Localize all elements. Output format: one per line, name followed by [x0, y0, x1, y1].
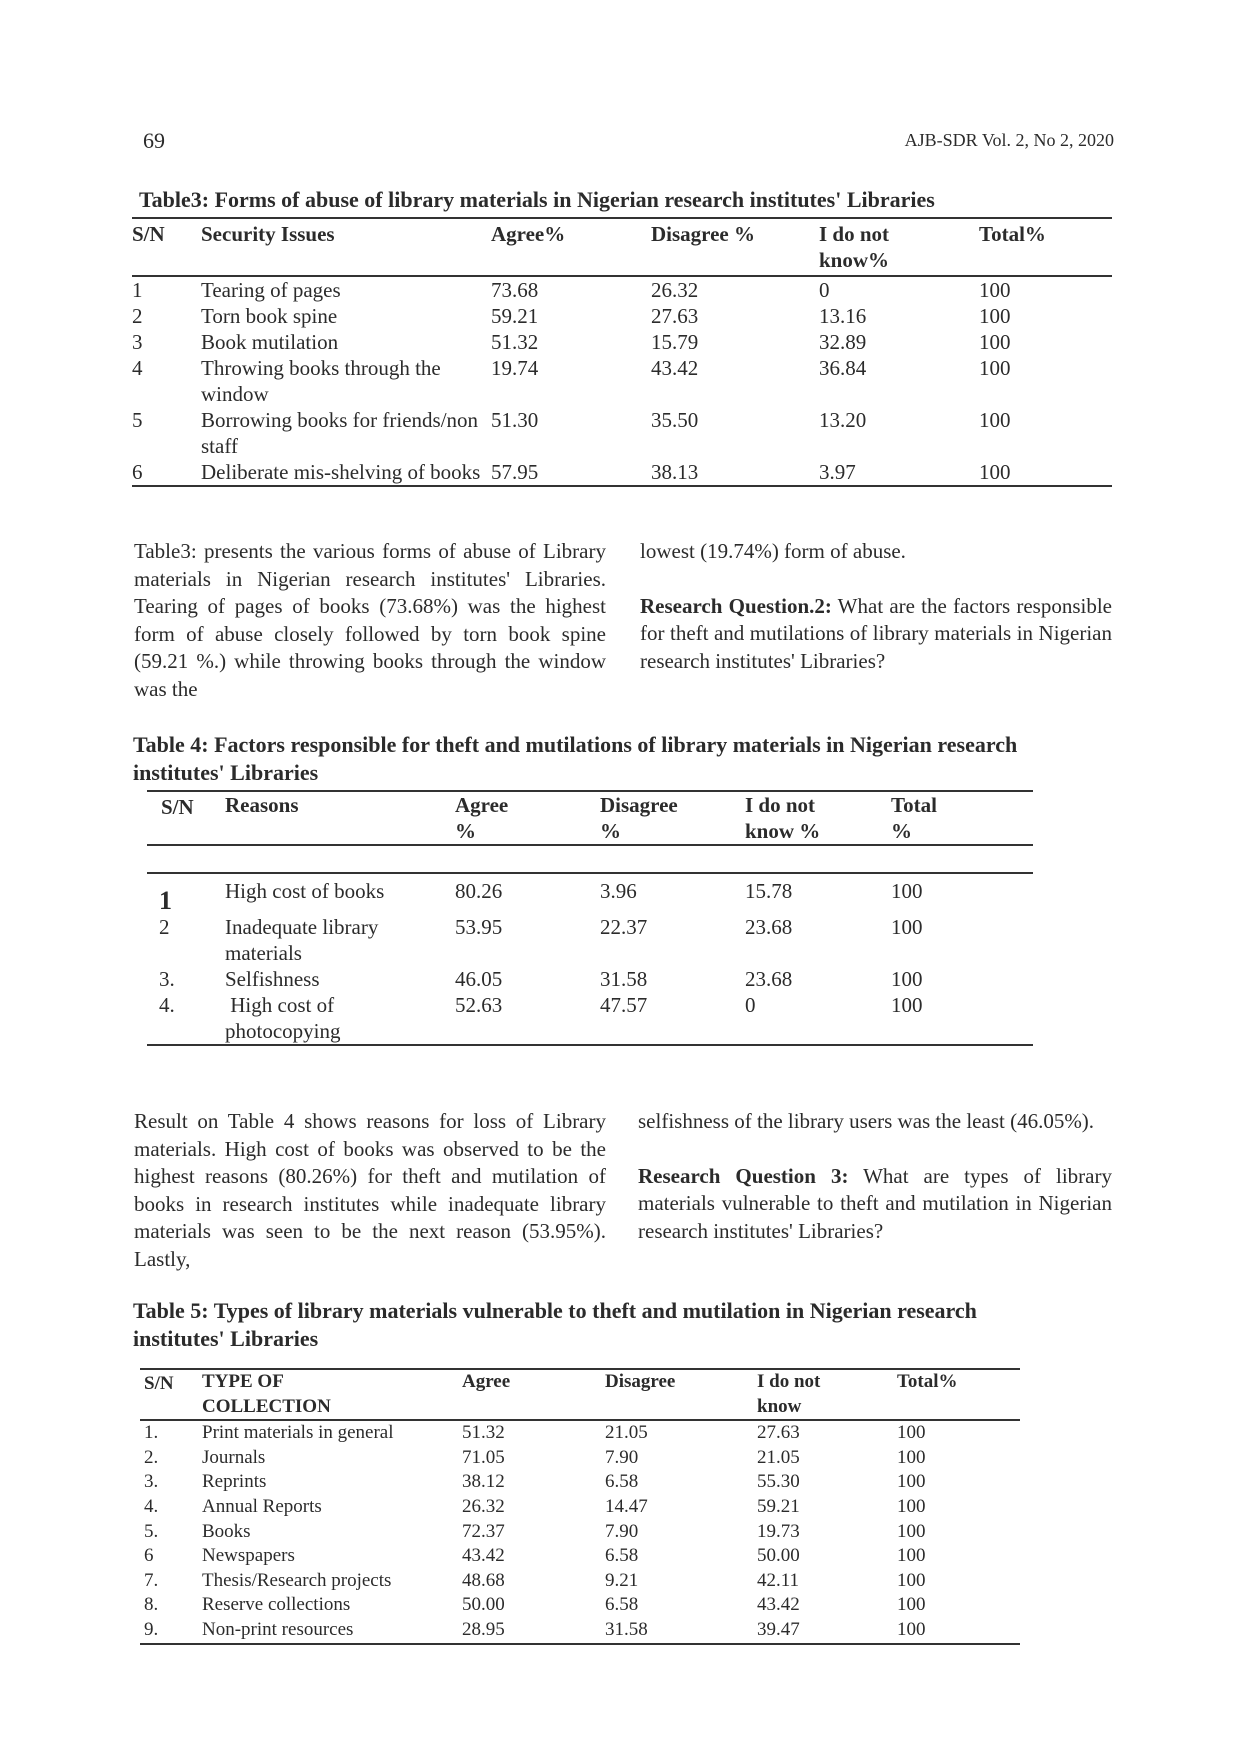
cell-dont-know: 13.20 [819, 408, 867, 432]
cell-agree: 52.63 [455, 993, 503, 1017]
cell-sn: 8. [144, 1594, 159, 1616]
table4-discussion-continued [638, 1108, 1112, 1245]
cell-issue: Deliberate mis-shelving of books [201, 460, 481, 484]
table4-caption: Table 4: Factors responsible for theft and mutilations of library materials in Nigerian research institutes' Libraries [133, 732, 1018, 785]
table3-caption: Table3: Forms of abuse of library materials in Nigerian research institutes' Libraries [139, 187, 935, 212]
cell-total: 100 [891, 915, 923, 939]
cell-total: 100 [897, 1618, 926, 1640]
cell-type: Annual Reports [202, 1495, 322, 1517]
cell-total: 100 [979, 330, 1011, 354]
cell-disagree: 38.13 [651, 460, 699, 484]
cell-disagree: 43.42 [651, 356, 699, 380]
column-header: TYPE OF COLLECTION [202, 1371, 331, 1417]
cell-type: Non-print resources [202, 1618, 354, 1640]
column-header: S/N [144, 1373, 174, 1394]
page-number: 69 [143, 128, 165, 153]
cell-dont-know: 55.30 [757, 1471, 800, 1493]
rq2-text: What are the factors responsible for theft and mutilations of library materials in Nigerian research institutes' Libraries? [640, 593, 1112, 673]
table4-discussion: Result on Table 4 shows reasons for loss of Library materials. High cost of books was observed to be the highest reasons (80.26%) for theft and mutilation of books in research institutes while inadequate library materials was seen to be the next reason (53.95%). Lastly, [134, 1109, 606, 1271]
cell-disagree: 7.90 [605, 1520, 639, 1542]
cell-total: 100 [897, 1594, 926, 1616]
cell-disagree: 6.58 [605, 1545, 639, 1567]
cell-total: 100 [897, 1495, 926, 1517]
cell-dont-know: 39.47 [757, 1618, 800, 1640]
table-row [132, 459, 1112, 486]
table3-header-row [132, 218, 1112, 276]
cell-sn: 3. [144, 1471, 159, 1493]
cell-dont-know: 15.78 [745, 879, 793, 903]
cell-sn-value: 1 [159, 886, 172, 915]
column-header: Disagree % [651, 222, 756, 246]
table-row [132, 329, 1112, 355]
cell-dont-know: 59.21 [757, 1495, 800, 1517]
cell-dont-know: 43.42 [757, 1594, 800, 1616]
continuation-text: lowest (19.74%) form of abuse. [640, 539, 906, 563]
cell-agree: 48.68 [462, 1569, 505, 1591]
table4 [147, 790, 1033, 1046]
table-row [140, 1544, 1020, 1569]
table-row [140, 1520, 1020, 1545]
table-row [140, 1569, 1020, 1594]
cell-disagree: 9.21 [605, 1569, 639, 1591]
cell-agree: 38.12 [462, 1471, 505, 1493]
cell-disagree: 14.47 [605, 1495, 648, 1517]
cell-total: 100 [891, 879, 923, 903]
cell-reason: Selfishness [225, 967, 320, 991]
cell-sn: 5. [144, 1520, 159, 1542]
cell-sn: 2 [159, 915, 170, 939]
cell-total: 100 [897, 1545, 926, 1567]
column-header: S/N [161, 795, 194, 819]
column-header: Agree% [491, 222, 566, 246]
cell-agree: 59.21 [491, 304, 539, 328]
table-row [140, 1618, 1020, 1644]
cell-dont-know: 27.63 [757, 1422, 800, 1444]
table-row [147, 914, 1033, 966]
cell-agree: 71.05 [462, 1446, 505, 1468]
table5-header-row [140, 1369, 1020, 1420]
cell-sn: 6 [144, 1545, 154, 1567]
cell-sn: 2. [144, 1446, 159, 1468]
cell-agree: 50.00 [462, 1594, 505, 1616]
table-row [140, 1470, 1020, 1495]
cell-total: 100 [897, 1569, 926, 1591]
cell-agree: 53.95 [455, 915, 503, 939]
cell-issue: Tearing of pages [201, 278, 341, 302]
cell-disagree: 15.79 [651, 330, 699, 354]
column-header: I do not know% [819, 222, 890, 272]
cell-dont-know: 0 [745, 993, 756, 1017]
cell-sn: 5 [132, 408, 143, 432]
cell-dont-know: 19.73 [757, 1520, 800, 1542]
cell-agree: 51.32 [462, 1422, 505, 1444]
table-row [132, 407, 1112, 459]
cell-agree: 51.30 [491, 408, 539, 432]
table5 [140, 1368, 1020, 1645]
cell-sn [147, 873, 225, 914]
cell-type: Newspapers [202, 1545, 295, 1567]
cell-disagree: 21.05 [605, 1422, 648, 1444]
cell-dont-know: 13.16 [819, 304, 867, 328]
cell-total: 100 [979, 278, 1011, 302]
cell-agree: 46.05 [455, 967, 503, 991]
cell-disagree: 31.58 [605, 1618, 648, 1640]
cell-agree: 72.37 [462, 1520, 505, 1542]
cell-type: Reserve collections [202, 1594, 351, 1616]
cell-total: 100 [979, 408, 1011, 432]
cell-total: 100 [897, 1520, 926, 1542]
column-header: I do not know [757, 1371, 821, 1417]
column-header: Total% [979, 222, 1046, 246]
research-question-3 [638, 1163, 1112, 1246]
cell-total: 100 [897, 1446, 926, 1468]
table4-header-row [147, 791, 1033, 845]
cell-issue: Torn book spine [201, 304, 338, 328]
table-row [147, 966, 1033, 992]
cell-agree: 19.74 [491, 356, 539, 380]
table-row [140, 1593, 1020, 1618]
cell-disagree: 27.63 [651, 304, 699, 328]
research-question-2 [640, 593, 1112, 676]
spacer-row [147, 845, 1033, 873]
table5-caption: Table 5: Types of library materials vulnerable to theft and mutilation in Nigerian research institutes' Libraries [133, 1298, 977, 1351]
cell-agree: 57.95 [491, 460, 539, 484]
cell-sn: 9. [144, 1618, 159, 1640]
cell-total: 100 [979, 304, 1011, 328]
table-row [132, 355, 1112, 407]
column-header: I do not know % [745, 793, 821, 843]
cell-reason: High cost of photocopying [225, 993, 341, 1043]
cell-total: 100 [891, 967, 923, 991]
cell-sn: 4. [144, 1495, 159, 1517]
cell-total: 100 [891, 993, 923, 1017]
cell-type: Journals [202, 1446, 266, 1468]
table3-discussion: Table3: presents the various forms of abuse of Library materials in Nigerian research institutes' Libraries. Tearing of pages of books (73.68%) was the highest form of abuse closely followed by torn book spine (59.21 %.) while throwing books through the window was the [134, 539, 606, 701]
cell-type: Books [202, 1520, 251, 1542]
cell-sn: 2 [132, 304, 143, 328]
table-row [132, 303, 1112, 329]
table3-discussion-continued [640, 538, 1112, 675]
cell-disagree: 35.50 [651, 408, 699, 432]
column-header: Total % [891, 793, 937, 843]
rq3-text: What are types of library materials vulnerable to theft and mutilation in Nigerian research institutes' Libraries? [638, 1163, 1112, 1243]
table3 [132, 217, 1112, 487]
table-row [147, 992, 1033, 1045]
table-row [140, 1420, 1020, 1446]
column-header: Disagree % [600, 793, 678, 843]
column-header: S/N [132, 222, 165, 246]
cell-total: 100 [897, 1422, 926, 1444]
continuation-text: selfishness of the library users was the least (46.05%). [638, 1109, 1095, 1133]
column-header: Agree [462, 1371, 511, 1392]
cell-disagree: 47.57 [600, 993, 648, 1017]
cell-issue: Borrowing books for friends/non staff [201, 408, 479, 458]
cell-agree: 43.42 [462, 1545, 505, 1567]
cell-reason: High cost of books [225, 879, 385, 903]
column-header: Reasons [225, 793, 299, 817]
cell-dont-know: 36.84 [819, 356, 867, 380]
cell-total: 100 [897, 1471, 926, 1493]
column-header: Disagree [605, 1371, 676, 1392]
cell-dont-know: 32.89 [819, 330, 867, 354]
cell-agree: 80.26 [455, 879, 503, 903]
cell-disagree: 3.96 [600, 879, 637, 903]
cell-sn: 6 [132, 460, 143, 484]
cell-sn: 3. [159, 967, 175, 991]
cell-dont-know: 23.68 [745, 967, 793, 991]
column-header: Security Issues [201, 222, 335, 246]
cell-agree: 26.32 [462, 1495, 505, 1517]
table-row [140, 1446, 1020, 1471]
cell-type: Reprints [202, 1471, 267, 1493]
table-row [132, 276, 1112, 303]
cell-disagree: 7.90 [605, 1446, 639, 1468]
rq3-label: Research Question 3: [638, 1163, 849, 1188]
table-row [147, 873, 1033, 914]
cell-sn: 1. [144, 1422, 159, 1444]
cell-type: Thesis/Research projects [202, 1569, 392, 1591]
cell-disagree: 31.58 [600, 967, 648, 991]
cell-total: 100 [979, 356, 1011, 380]
cell-agree: 28.95 [462, 1618, 505, 1640]
journal-citation: AJB-SDR Vol. 2, No 2, 2020 [904, 130, 1114, 150]
cell-sn: 3 [132, 330, 143, 354]
cell-dont-know: 50.00 [757, 1545, 800, 1567]
cell-disagree: 22.37 [600, 915, 648, 939]
column-header: Agree % [455, 793, 509, 843]
cell-dont-know: 3.97 [819, 460, 856, 484]
cell-disagree: 6.58 [605, 1471, 639, 1493]
cell-sn: 4. [159, 993, 175, 1017]
cell-dont-know: 23.68 [745, 915, 793, 939]
cell-agree: 51.32 [491, 330, 539, 354]
cell-total: 100 [979, 460, 1011, 484]
table-row [140, 1495, 1020, 1520]
cell-sn: 1 [132, 278, 143, 302]
cell-issue: Throwing books through the window [201, 356, 441, 406]
cell-disagree: 26.32 [651, 278, 699, 302]
cell-sn: 7. [144, 1569, 159, 1591]
cell-agree: 73.68 [491, 278, 539, 302]
cell-dont-know: 42.11 [757, 1569, 800, 1591]
rq2-label: Research Question.2: [640, 593, 832, 618]
cell-reason: Inadequate library materials [225, 915, 379, 965]
cell-type: Print materials in general [202, 1422, 394, 1444]
cell-issue: Book mutilation [201, 330, 339, 354]
cell-sn: 4 [132, 356, 143, 380]
cell-dont-know: 21.05 [757, 1446, 800, 1468]
cell-disagree: 6.58 [605, 1594, 639, 1616]
cell-dont-know: 0 [819, 278, 830, 302]
column-header: Total% [897, 1371, 958, 1392]
